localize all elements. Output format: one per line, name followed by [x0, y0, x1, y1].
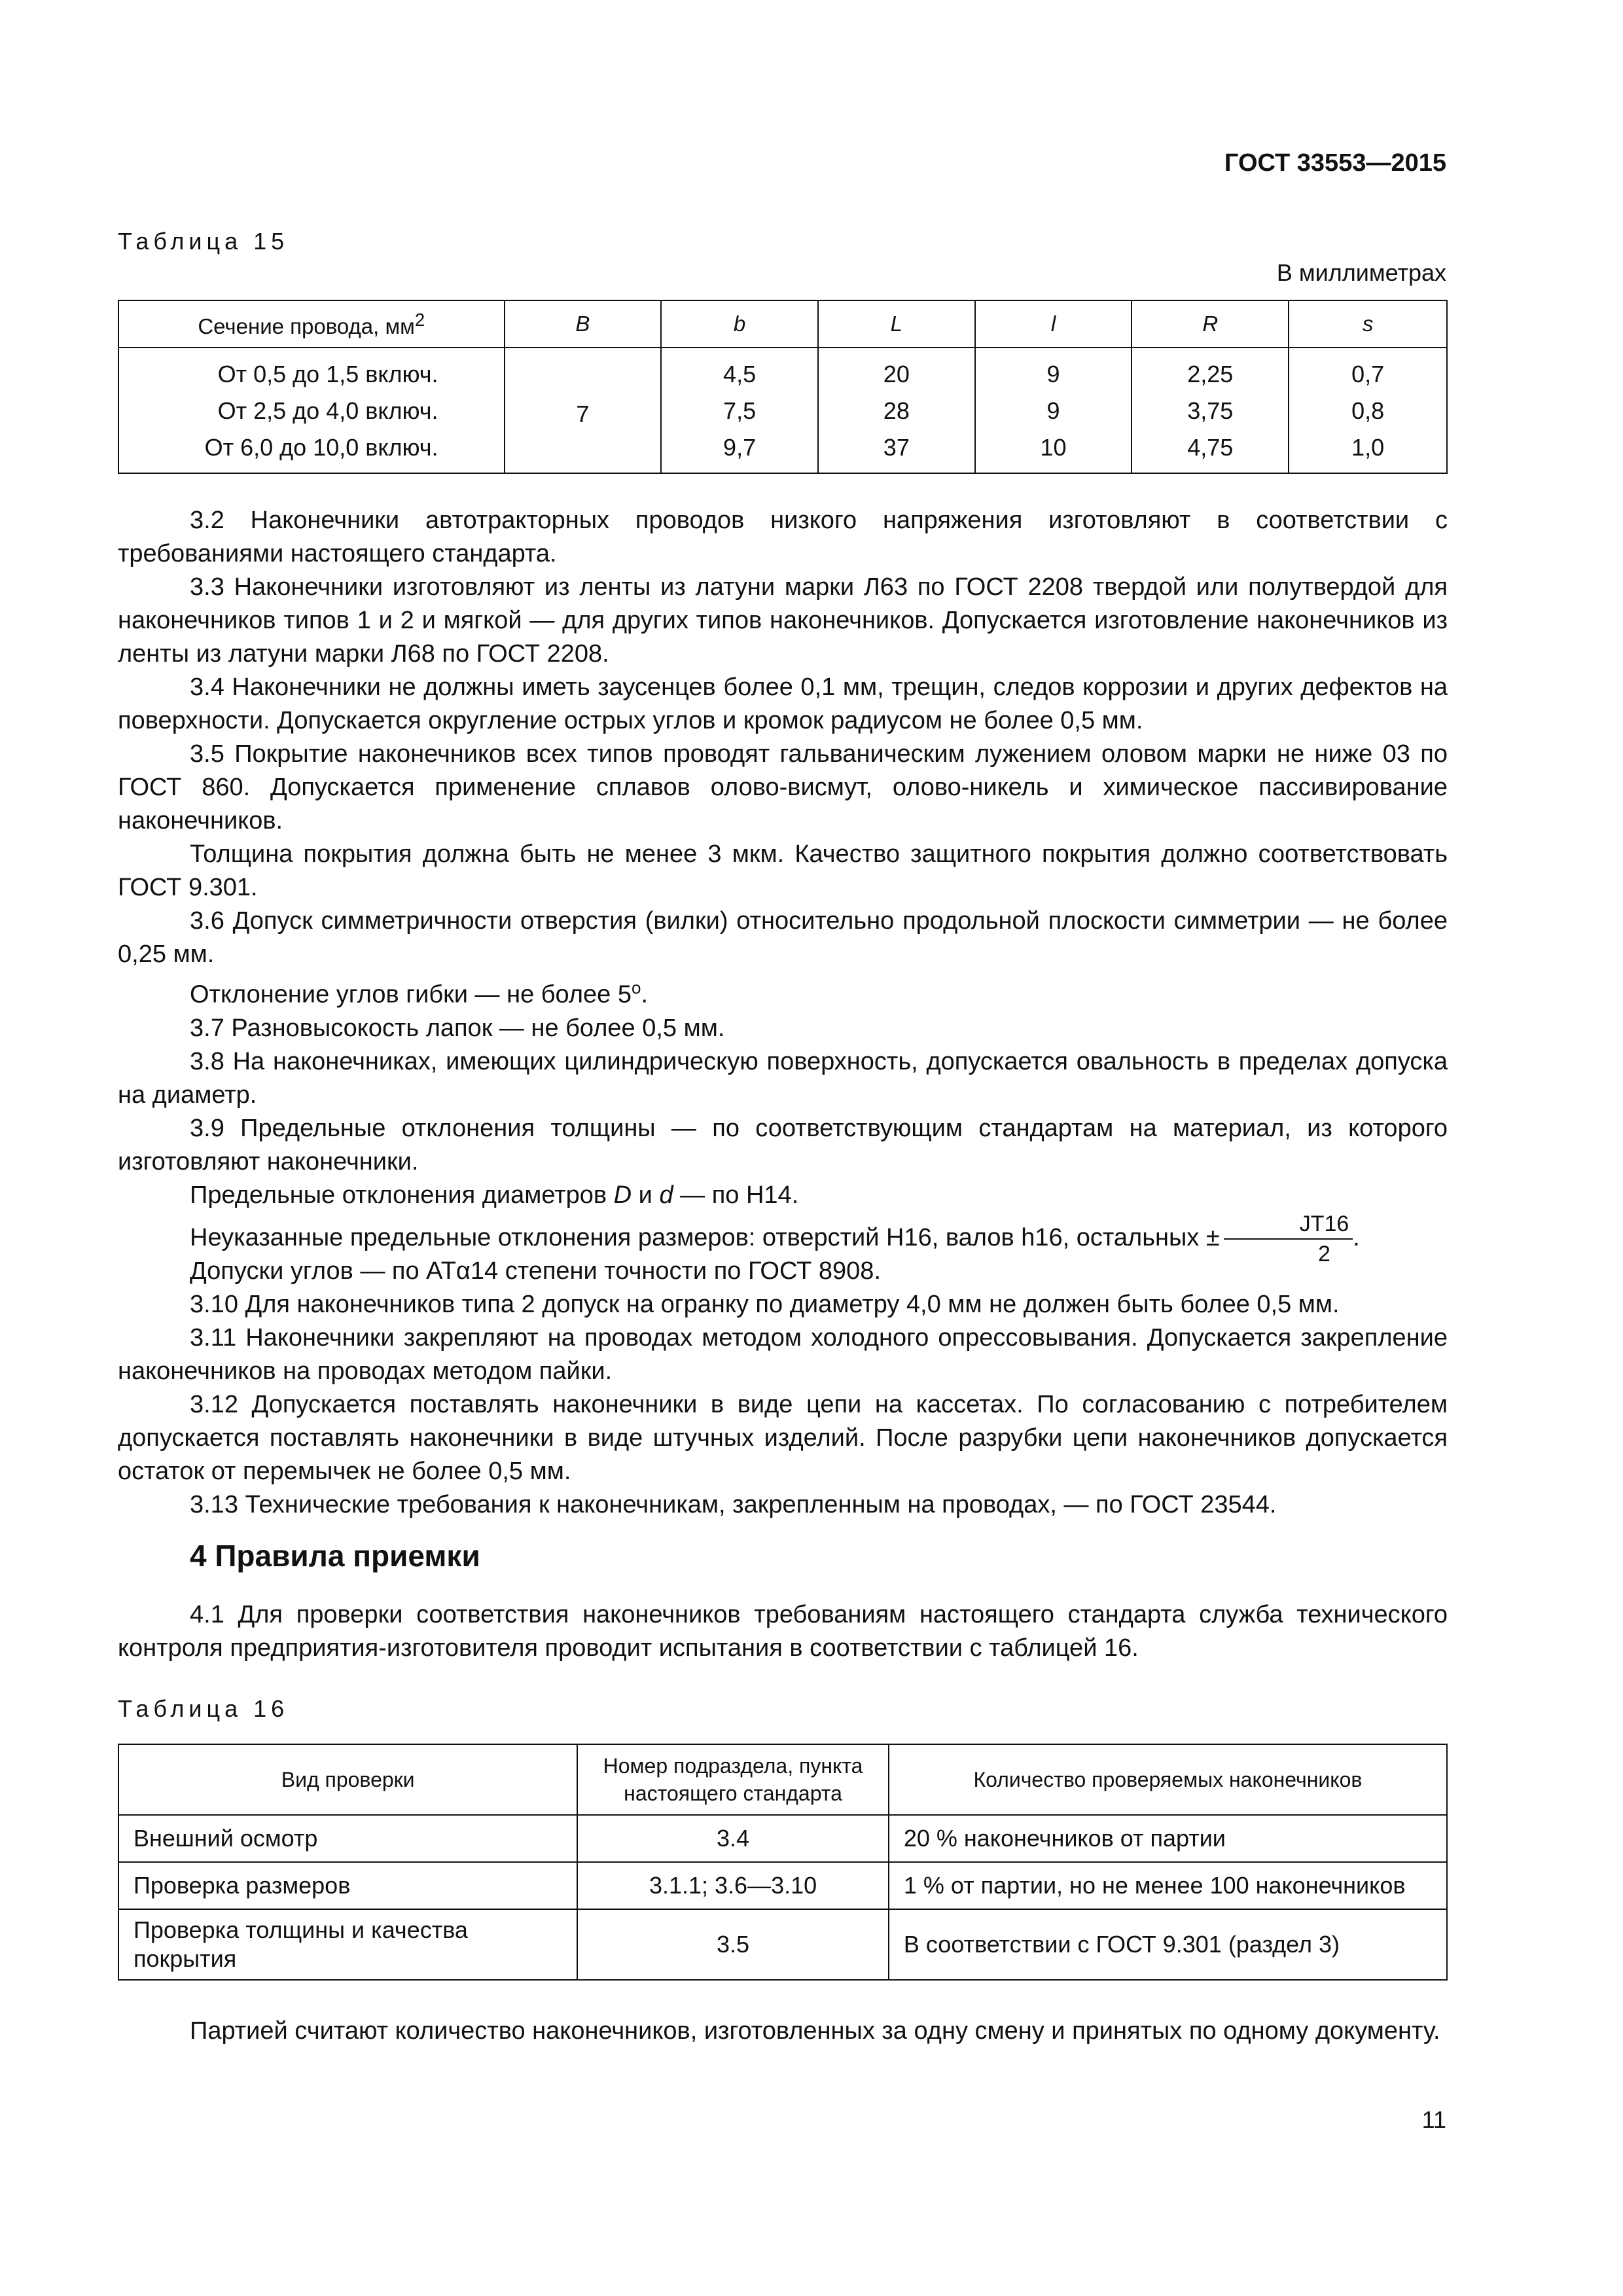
B-value: 7 — [505, 348, 662, 473]
para-3-9-angles: Допуски углов — по ATα14 степени точности по ГОСТ 8908. — [190, 1257, 882, 1285]
para-3-6-angles: Отклонение углов гибки — не более $5^о$. — [190, 978, 648, 1009]
table-15 — [118, 300, 1448, 474]
col-header-check-type: Вид проверки — [118, 1744, 577, 1815]
para-3-9-tolerances: Неуказанные предельные отклонения размеров: отверстий Н16, валов h16, остальных ± $\frac{JT16}{2}$ . — [190, 1211, 1360, 1266]
table-16 — [118, 1744, 1448, 1981]
table-header-row — [118, 300, 1447, 348]
page-number: 11 — [1421, 2106, 1446, 2133]
table-row: От 0,5 до 1,5 включ. 7 4,5 20 9 2,25 0,7 — [118, 348, 1447, 393]
col-header-B: B — [505, 300, 662, 348]
col-header-b: b — [661, 300, 818, 348]
para-3-5: 3.5 Покрытие наконечников всех типов проводят гальваническим лужением оловом марки не ниже 03 по ГОСТ 860. Допускается применение сплавов олово-висмут, олово-никель и химическое пассивирование наконечников. — [118, 740, 1448, 834]
para-3-5-coating: Толщина покрытия должна быть не менее 3 мкм. Качество защитного покрытия должно соответствовать ГОСТ 9.301. — [118, 840, 1448, 901]
para-3-4: 3.4 Наконечники не должны иметь заусенцев более 0,1 мм, трещин, следов коррозии и других дефектов на поверхности. Допускается округление острых углов и кромок радиусом не более 0,5 мм. — [118, 673, 1448, 734]
requirements-text — [118, 504, 1448, 1522]
table-row: Внешний осмотр 3.4 20 % наконечников от партии — [118, 1815, 1447, 1862]
para-3-9: 3.9 Предельные отклонения толщины — по соответствующим стандартам на материал, из которого изготовляют наконечники. — [118, 1114, 1448, 1175]
table-header-row — [118, 1744, 1447, 1815]
batch-definition-block — [118, 2015, 1448, 2048]
col-header-L: L — [818, 300, 975, 348]
para-3-9-diameters: Предельные отклонения диаметров D и d — по Н14. — [190, 1181, 799, 1209]
document-id: ГОСТ 33553—2015 — [1224, 149, 1446, 177]
para-4-1: 4.1 Для проверки соответствия наконечников требованиям настоящего стандарта служба технического контроля предприятия-изготовителя проводит испытания в соответствии с таблицей 16. — [118, 1601, 1448, 1662]
para-3-13: 3.13 Технические требования к наконечникам, закрепленным на проводах, — по ГОСТ 23544. — [190, 1490, 1277, 1518]
col-header-section: Сечение провода, $мм^2$ — [118, 300, 505, 348]
para-4-1-block — [118, 1598, 1448, 1665]
table-row: Проверка толщины и качества покрытия 3.5 В соответствии с ГОСТ 9.301 (раздел 3) — [118, 1909, 1447, 1980]
table15-caption: Таблица 15 — [118, 228, 289, 255]
fraction-jt16: $\frac{JT16}{2}$ — [1224, 1211, 1353, 1267]
table16-caption: Таблица 16 — [118, 1695, 289, 1722]
col-header-s: s — [1289, 300, 1447, 348]
col-header-l: l — [975, 300, 1132, 348]
table-row: От 6,0 до 10,0 включ. 9,7 37 10 4,75 1,0 — [118, 429, 1447, 473]
table-row: От 2,5 до 4,0 включ. 7,5 28 9 3,75 0,8 — [118, 393, 1447, 429]
section-4-heading: 4 Правила приемки — [190, 1539, 480, 1573]
para-3-12: 3.12 Допускается поставлять наконечники в виде цепи на кассетах. По согласованию с потребителем допускается поставлять наконечники в виде штучных изделий. После разрубки цепи наконечников допускается остаток от перемычек не более 0,5 мм. — [118, 1390, 1448, 1485]
para-3-2: 3.2 Наконечники автотракторных проводов низкого напряжения изготовляют в соответствии с требованиями настоящего стандарта. — [118, 507, 1448, 567]
para-3-3: 3.3 Наконечники изготовляют из ленты из латуни марки Л63 по ГОСТ 2208 твердой или полутвердой для наконечников типов 1 и 2 и мягкой — для других типов наконечников. Допускается изготовление наконечников из ленты из латуни марки Л68 по ГОСТ 2208. — [118, 573, 1448, 668]
col-header-R: R — [1132, 300, 1289, 348]
table-row: Проверка размеров 3.1.1; 3.6—3.10 1 % от партии, но не менее 100 наконечников — [118, 1862, 1447, 1909]
para-3-6: 3.6 Допуск симметричности отверстия (вилки) относительно продольной плоскости симметрии — не более 0,25 мм. — [118, 907, 1448, 968]
batch-definition: Партией считают количество наконечников, изготовленных за одну смену и принятых по одному документу. — [190, 2017, 1440, 2045]
table15-units: В миллиметрах — [1276, 259, 1446, 286]
col-header-clause: Номер подраздела, пункта настоящего стандарта — [577, 1744, 889, 1815]
col-header-quantity: Количество проверяемых наконечников — [889, 1744, 1447, 1815]
para-3-8: 3.8 На наконечниках, имеющих цилиндрическую поверхность, допускается овальность в пределах допуска на диаметр. — [118, 1047, 1448, 1109]
para-3-10: 3.10 Для наконечников типа 2 допуск на огранку по диаметру 4,0 мм не должен быть более 0,5 мм. — [190, 1290, 1340, 1318]
para-3-11: 3.11 Наконечники закрепляют на проводах методом холодного опрессовывания. Допускается закрепление наконечников на проводах методом пайки. — [118, 1323, 1448, 1385]
para-3-7: 3.7 Разновысокость лапок — не более 0,5 мм. — [190, 1014, 725, 1042]
